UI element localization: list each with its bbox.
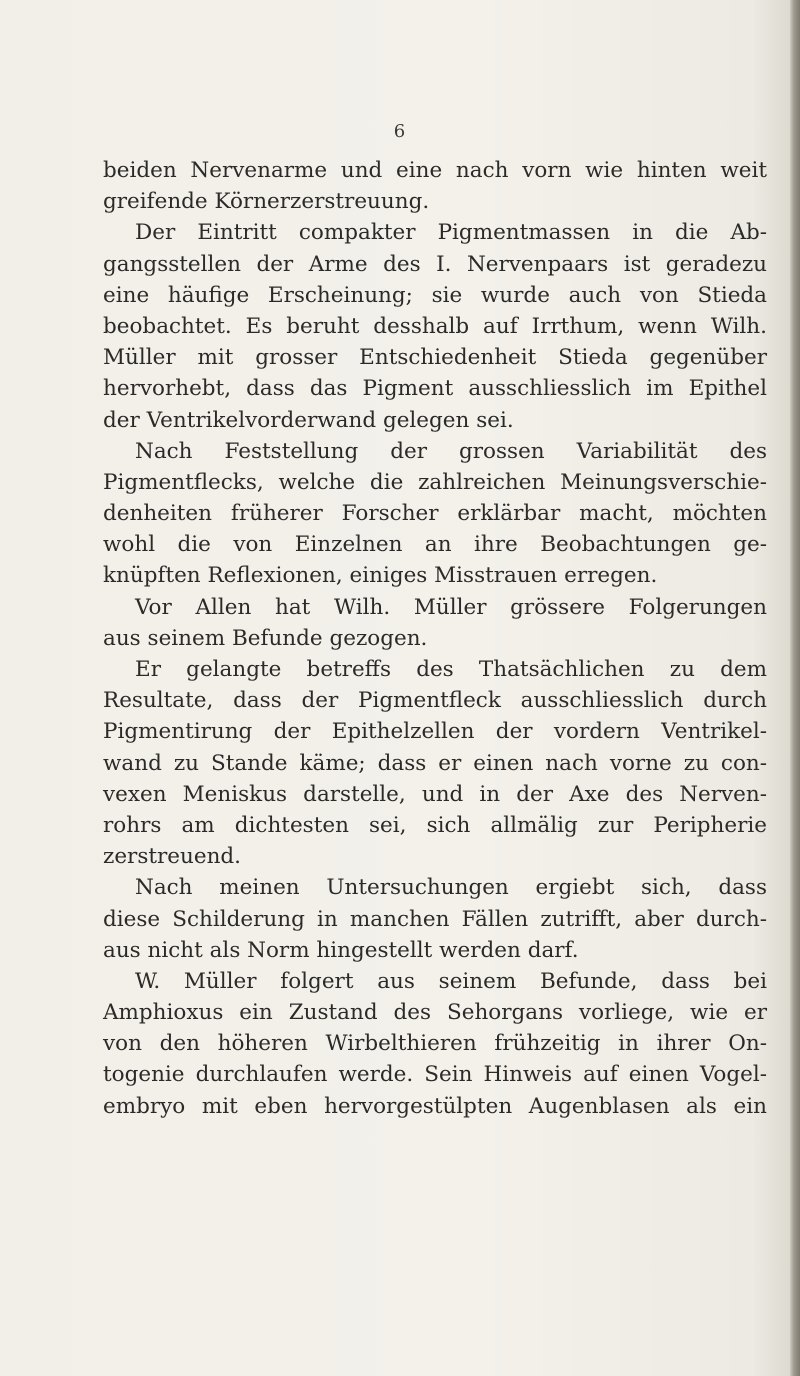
text-line: embryo mit eben hervorgestülpten Augenblasen als ein: [103, 1093, 767, 1119]
text-line: Der Eintritt compakter Pigmentmassen in die Ab-: [135, 220, 767, 246]
text-line: greifende Körnerzerstreuung.: [103, 189, 430, 215]
text-line: hervorhebt, dass das Pigment ausschliesslich im Epithel: [103, 376, 767, 402]
page-number: 6: [393, 121, 407, 142]
text-line: aus seinem Befunde gezogen.: [103, 625, 428, 651]
text-line: Amphioxus ein Zustand des Sehorgans vorliege, wie er: [103, 1000, 767, 1026]
text-line: eine häufige Erscheinung; sie wurde auch von Stieda: [103, 282, 767, 308]
body-text: [103, 155, 767, 1122]
text-line: Pigmentflecks, welche die zahlreichen Meinungsverschie-: [103, 469, 767, 495]
page-edge: [790, 0, 800, 1376]
text-line: knüpften Reflexionen, einiges Misstrauen erregen.: [103, 563, 658, 589]
text-line: Vor Allen hat Wilh. Müller grössere Folgerungen: [135, 594, 767, 620]
text-line: der Ventrikelvorderwand gelegen sei.: [103, 407, 514, 433]
text-line: Müller mit grosser Entschiedenheit Stieda gegenüber: [103, 345, 767, 371]
text-line: beiden Nervenarme und eine nach vorn wie hinten weit: [103, 158, 767, 183]
text-line: beobachtet. Es beruht desshalb auf Irrthum, wenn Wilh.: [103, 313, 767, 339]
text-line: von den höheren Wirbelthieren frühzeitig in ihrer On-: [103, 1031, 767, 1057]
text-line: Nach meinen Untersuchungen ergiebt sich, dass: [135, 875, 767, 901]
text-line: togenie durchlaufen werde. Sein Hinweis auf einen Vogel-: [103, 1062, 767, 1088]
text-line: W. Müller folgert aus seinem Befunde, dass bei: [135, 968, 767, 994]
text-line: denheiten früherer Forscher erklärbar macht, möchten: [103, 501, 767, 527]
text-line: Er gelangte betreffs des Thatsächlichen zu dem: [135, 657, 767, 682]
text-line: Pigmentirung der Epithelzellen der vordern Ventrikel-: [103, 719, 767, 745]
text-line: zerstreuend.: [103, 844, 242, 870]
text-line: Resultate, dass der Pigmentfleck ausschliesslich durch: [103, 688, 767, 714]
text-line: vexen Meniskus darstelle, und in der Axe des Nerven-: [103, 781, 767, 807]
text-line: diese Schilderung in manchen Fällen zutrifft, aber durch-: [103, 906, 767, 932]
text-line: wohl die von Einzelnen an ihre Beobachtungen ge-: [103, 532, 767, 558]
text-line: rohrs am dichtesten sei, sich allmälig zur Peripherie: [103, 812, 767, 838]
text-line: aus nicht als Norm hingestellt werden darf.: [103, 937, 579, 963]
text-line: Nach Feststellung der grossen Variabilität des: [135, 438, 767, 464]
text-line: wand zu Stande käme; dass er einen nach vorne zu con-: [103, 750, 767, 776]
text-line: gangsstellen der Arme des I. Nervenpaars ist geradezu: [103, 251, 767, 277]
